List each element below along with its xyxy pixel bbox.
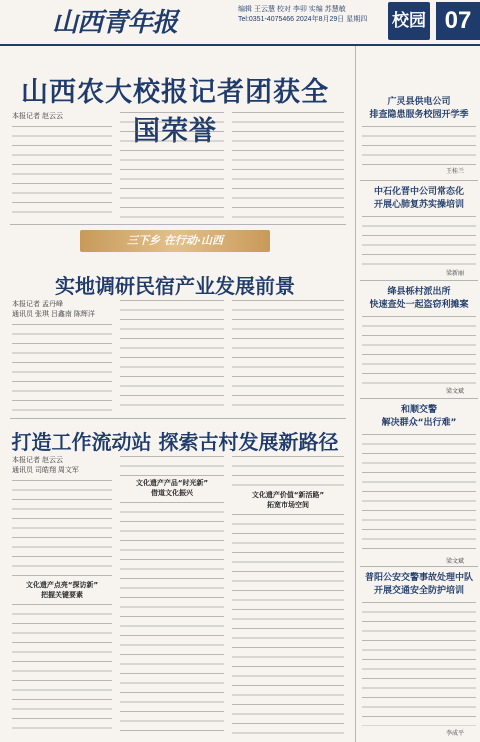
article3-body-col1a [12, 480, 112, 578]
article1-body-col1 [12, 126, 112, 218]
article3-subhead-3: 文化遗产价值“新活路” 拓宽市场空间 [251, 491, 325, 509]
side-news-5-author: 李成平 [446, 731, 465, 737]
side-news-5-title: 普阳公安交警事故处理中队 开展交通安全防护培训 [364, 573, 473, 596]
side-news-1-title: 广灵县供电公司 排查隐患服务校园开学季 [369, 97, 469, 120]
article3-subhead-2: 文化遗产产品“时光新” 借道文化振兴 [135, 479, 209, 497]
article2-body-col1 [12, 324, 112, 412]
side-news-2-author: 梁新丽 [446, 271, 465, 277]
side-divider-4 [360, 566, 478, 567]
article3-body-col2a [120, 456, 224, 476]
article1-headline: 山西农大校报记者团获全国荣誉 [21, 77, 329, 147]
side-news-2-title: 中石化晋中公司常态化 开展心肺复苏实操培训 [373, 187, 464, 210]
side-news-3-body [362, 316, 476, 386]
newspaper-logo: 山西青年报 [52, 8, 178, 38]
column-divider [355, 46, 356, 742]
article2-body-col2 [120, 300, 224, 412]
side-news-3-title: 绛县栎村派出所 快速查处一起盗窃利摊案 [369, 287, 469, 310]
side-news-4-author: 梁文斌 [446, 559, 465, 565]
article1-body-col3 [232, 112, 344, 218]
section-label: 校园 [388, 2, 430, 40]
article2-headline: 实地调研民宿产业发展前景 [55, 274, 295, 298]
editor-line: 编辑 王云慧 校对 李卯 实编 苏慧敏 [238, 6, 346, 13]
article2-body-col3 [232, 300, 344, 412]
side-divider-2 [360, 280, 478, 281]
article1-body-col2 [120, 112, 224, 218]
masthead-info [238, 5, 367, 25]
side-divider-1 [360, 180, 478, 181]
divider-1 [10, 224, 346, 225]
contact-date-line: Tel:0351-4075466 2024年8月29日 星期四 [238, 16, 368, 23]
side-divider-3 [360, 398, 478, 399]
side-news-1-body [362, 126, 476, 166]
side-news-2-body [362, 216, 476, 268]
article3-body-col3b [232, 514, 344, 736]
article3-body-col2b [120, 502, 224, 736]
article2-byline1: 本报记者 孟丹峰 [12, 301, 63, 308]
divider-2 [10, 418, 346, 419]
article3-body-col3a [232, 456, 344, 488]
side-news-4-title: 和顺交警 解决群众“出行难” [381, 405, 457, 428]
page-number: 07 [434, 2, 480, 40]
article3-headline: 打造工作流动站 探索古村发展新路径 [11, 430, 339, 454]
campaign-banner-text: 三下乡 在行动·山西 [126, 234, 223, 247]
side-news-3-author: 梁文斌 [446, 389, 465, 395]
side-news-4-body [362, 434, 476, 554]
article1-byline: 本报记者 赵云云 [12, 113, 63, 120]
masthead-divider [0, 44, 480, 46]
side-news-1-author: 王桂兰 [446, 169, 465, 175]
article3-byline1: 本报记者 赵云云 [12, 457, 63, 464]
side-news-5-body [362, 602, 476, 726]
article2-byline2: 通讯员 张琪 吕鑫南 陈辉洋 [12, 311, 95, 318]
article3-byline2: 通讯员 司皓翔 周文军 [12, 467, 79, 474]
masthead [0, 0, 480, 46]
article3-body-col1b [12, 604, 112, 736]
article3-subhead-1: 文化遗产点亮“探访新” 把握关键要素 [25, 581, 99, 599]
campaign-banner [80, 230, 270, 252]
